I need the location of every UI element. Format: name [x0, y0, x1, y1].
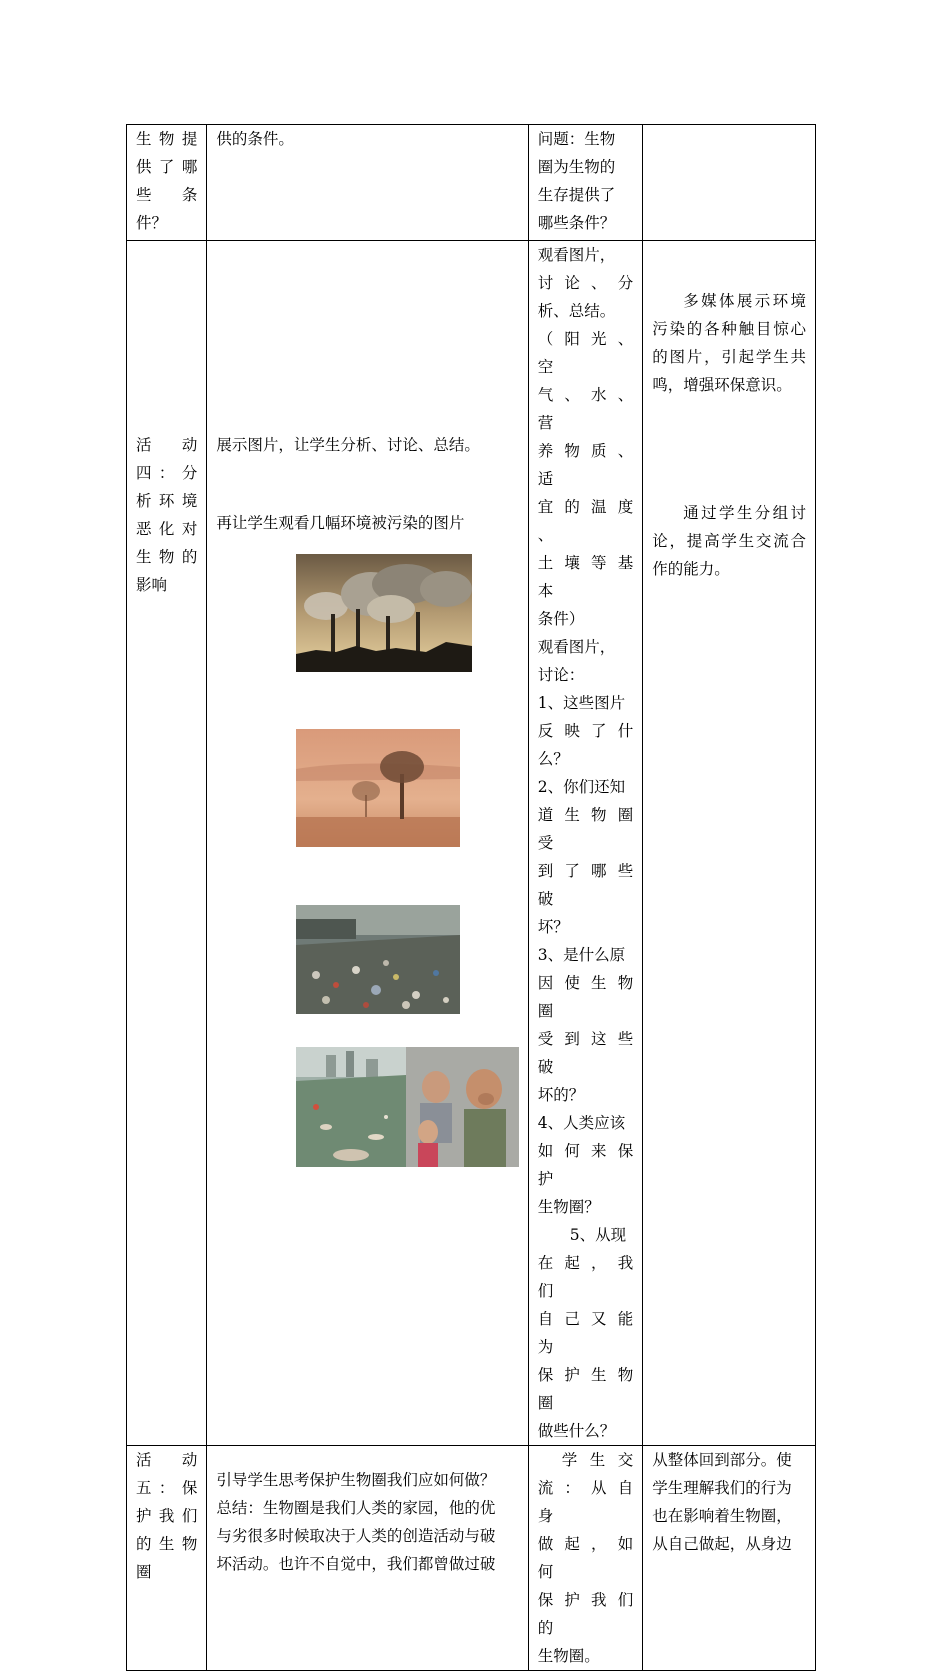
- text-line: 活 动: [136, 1451, 198, 1469]
- text-line: 生 物 的: [136, 548, 198, 566]
- row3-student-cell: [528, 1446, 642, 1671]
- text-line: 气 、 水 、 营: [537, 386, 634, 432]
- text-line: 2、你们还知: [537, 778, 626, 796]
- text-line: 护 我 们: [136, 1507, 198, 1525]
- text-line: 活 动: [136, 436, 198, 454]
- text-line: 养 物 质 、 适: [537, 442, 634, 488]
- text-line: 做 起 ， 如 何: [537, 1535, 634, 1581]
- text-line: 恶 化 对: [136, 520, 198, 538]
- text-line: 生 物 提: [136, 130, 198, 148]
- text-line: 么？: [537, 750, 569, 768]
- text-line: 自 己 又 能 为: [537, 1310, 634, 1356]
- row3-topic-cell: [127, 1446, 207, 1671]
- text-line: 4、人类应该: [537, 1114, 626, 1132]
- row3-teacher-cell: [207, 1446, 528, 1671]
- text-line: 四 ： 分: [136, 464, 198, 482]
- text-line: 土 壤 等 基 本: [537, 554, 634, 600]
- paragraph: 多媒体展示环境污染的各种触目惊心的图片，引起学生共鸣，增强环保意识。: [652, 292, 806, 394]
- text-line: 从整体回到部分。使: [652, 1451, 792, 1469]
- row2-topic-cell: [127, 241, 207, 1446]
- table-row: [127, 241, 816, 1446]
- text-line: 条件）: [537, 610, 585, 628]
- text-line: 问题：生物: [537, 130, 616, 148]
- text-line: 影响: [136, 576, 168, 594]
- text-line: 到 了 哪 些 破: [537, 862, 634, 908]
- text-line: 保 护 生 物 圈: [537, 1366, 634, 1412]
- text-line: 如 何 来 保 护: [537, 1142, 634, 1188]
- text-line: 学生理解我们的行为: [652, 1479, 792, 1497]
- text-line: 与劣很多时候取决于人类的创造活动与破: [216, 1527, 496, 1545]
- row2-teacher-cell: [207, 241, 528, 1446]
- text-line: 坏的？: [537, 1086, 585, 1104]
- text-line: 些 条: [136, 186, 198, 204]
- text-line: 总结：生物圈是我们人类的家园，他的优: [216, 1499, 496, 1517]
- text-line: 生物圈？: [537, 1198, 600, 1216]
- text-line: 也在影响着生物圈，: [652, 1507, 792, 1525]
- table-row: [127, 125, 816, 241]
- text-line: 3、是什么原: [537, 946, 626, 964]
- text-line: 反 映 了 什: [537, 722, 634, 740]
- text-line: 坏？: [537, 918, 569, 936]
- text-line: 坏活动。也许不自觉中，我们都曾做过破: [216, 1555, 496, 1573]
- text-line: 供的条件。: [216, 130, 294, 148]
- row2-student-cell: [528, 241, 642, 1446]
- text-line: 5、从现: [569, 1226, 627, 1244]
- lesson-plan-table: [126, 124, 816, 1671]
- table-row: [127, 1446, 816, 1671]
- text-line: 保 护 我 们 的: [537, 1591, 634, 1637]
- text-line: 圈为生物的: [537, 158, 616, 176]
- text-line: 受 到 这 些 破: [537, 1030, 634, 1076]
- text-line: 宜 的 温 度 、: [537, 498, 634, 544]
- text-line: 观看图片，: [537, 246, 616, 264]
- text-line: 生存提供了: [537, 186, 616, 204]
- text-line: 再让学生观看几幅环境被污染的图片: [216, 514, 465, 532]
- text-line: 观看图片，: [537, 638, 616, 656]
- garbage-river-image: [296, 905, 460, 1014]
- paragraph: 通过学生分组讨论，提高学生交流合作的能力。: [652, 504, 806, 578]
- row2-intent-cell: [643, 241, 816, 1446]
- text-line: 圈: [136, 1563, 152, 1581]
- text-line: 引导学生思考保护生物圈我们应如何做？: [216, 1471, 496, 1489]
- text-line: 讨论：: [537, 666, 585, 684]
- desert-dust-tree-image: [296, 729, 460, 847]
- text-line: 析 环 境: [136, 492, 198, 510]
- text-line: 因 使 生 物 圈: [537, 974, 634, 1020]
- row3-intent-cell: [643, 1446, 816, 1671]
- row1-student-cell: [528, 125, 642, 241]
- text-line: 流 ： 从 自 身: [537, 1479, 634, 1525]
- text-line: 供 了 哪: [136, 158, 198, 176]
- text-line: 析、总结。: [537, 302, 616, 320]
- row1-topic-cell: [127, 125, 207, 241]
- factory-smoke-image: [296, 554, 472, 672]
- text-line: 讨 论 、 分: [537, 274, 634, 292]
- text-line: 五 ： 保: [136, 1479, 198, 1497]
- text-line: 学 生 交: [561, 1451, 634, 1469]
- text-line: 做些什么？: [537, 1422, 616, 1440]
- text-line: （ 阳 光 、 空: [537, 330, 634, 376]
- row1-intent-cell: [643, 125, 816, 241]
- text-line: 生物圈。: [537, 1647, 600, 1665]
- text-line: 哪些条件？: [537, 214, 616, 232]
- text-line: 从自己做起，从身边: [652, 1535, 792, 1553]
- text-line: 的 生 物: [136, 1535, 198, 1553]
- dead-fish-water-image: [296, 1047, 406, 1167]
- text-line: 1、这些图片: [537, 694, 626, 712]
- row1-teacher-cell: [207, 125, 528, 241]
- text-line: 道 生 物 圈 受: [537, 806, 634, 852]
- people-smog-masks-image: [406, 1047, 519, 1167]
- text-line: 件？: [136, 214, 168, 232]
- text-line: 在 起 ， 我 们: [537, 1254, 634, 1300]
- text-line: 展示图片，让学生分析、讨论、总结。: [216, 436, 480, 454]
